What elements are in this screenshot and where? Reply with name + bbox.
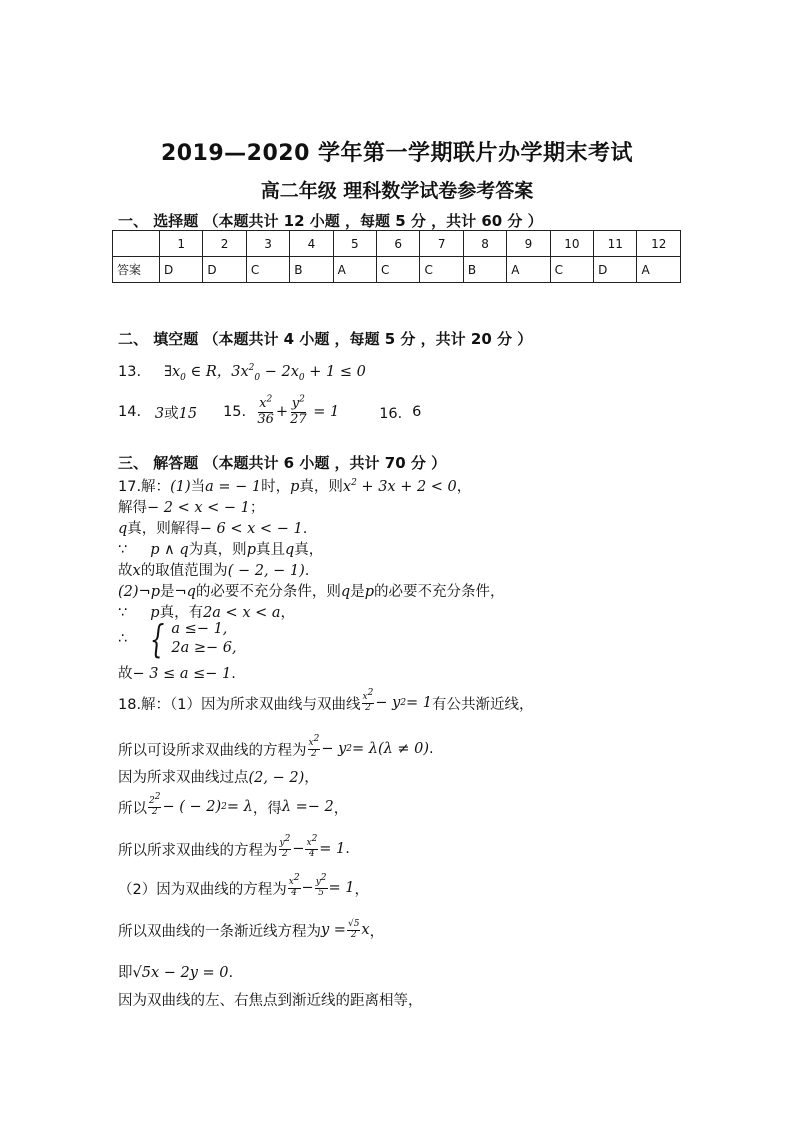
answer-cell: C xyxy=(377,257,420,283)
answers-14-16 xyxy=(118,392,421,432)
q13-number: 13. xyxy=(118,364,142,380)
section3-heading: 三、 解答题 （本题共计 6 小题 ，共计 70 分 ） xyxy=(118,454,447,472)
exam-subtitle: 高二年级 理科数学试卷参考答案 xyxy=(260,180,534,202)
q18-line-5: 所以所求双曲线的方程为 $\frac{y^2}{2}$ − $\frac{x^2}{4}$ = 1 . xyxy=(118,833,350,859)
q17-line-1: 17.解：(1)当a = − 1时，p真，则$x^2 + 3x + 2 < 0$， xyxy=(118,478,472,495)
question-number-cell: 5 xyxy=(333,231,376,257)
question-number-cell: 1 xyxy=(160,231,203,257)
q17-line-8: ∴ { a ≤− 1, 2a ≥− 6, xyxy=(118,617,237,661)
answer-cell: C xyxy=(550,257,593,283)
answer-cell: B xyxy=(290,257,333,283)
answer-cell: D xyxy=(203,257,246,283)
answer-row-label: 答案 xyxy=(113,257,160,283)
q14-number: 14. xyxy=(118,404,142,420)
q18-line-7: 所以双曲线的一条渐近线方程为 y = $\frac{√5}{2}$ x ， xyxy=(118,918,385,940)
question-number-cell: 6 xyxy=(377,231,420,257)
question-number-cell: 9 xyxy=(507,231,550,257)
q15-number: 15. xyxy=(223,404,247,420)
question-number-cell: 12 xyxy=(637,231,681,257)
q18-line-6: （2）因为双曲线的方程为 $\frac{x^2}{4}$ − $\frac{y^2}{5}$ = 1 ， xyxy=(118,872,370,898)
q17-line-7: ∵ p真，有2a < x < a， xyxy=(118,605,296,621)
q16-answer: 6 xyxy=(412,404,422,420)
q18-line-2: 所以可设所求双曲线的方程为 $\frac{x^2}{2}$ − y 2 = λ(λ ≠ 0) . xyxy=(118,733,434,759)
table-corner-cell xyxy=(113,231,160,257)
table-answer-row xyxy=(113,257,681,283)
q17-line-2: 解得− 2 < x < − 1； xyxy=(118,500,265,516)
question-number-cell: 8 xyxy=(463,231,506,257)
q17-line-9: 故− 3 ≤ a ≤− 1. xyxy=(118,666,236,682)
inequality-system: { a ≤− 1, 2a ≥− 6, xyxy=(150,617,237,661)
q17-line-3: q真，则解得− 6 < x < − 1. xyxy=(118,521,308,537)
q18-line-9: 因为双曲线的左、右焦点到渐近线的距离相等， xyxy=(118,993,423,1009)
q17-line-4: ∵ p ∧ q为真，则p真且q真， xyxy=(118,542,324,558)
q14-answer: 3或15 xyxy=(154,405,198,422)
question-number-cell: 2 xyxy=(203,231,246,257)
question-number-cell: 4 xyxy=(290,231,333,257)
q18-line-8: 即√5x − 2y = 0. xyxy=(118,965,234,981)
answer-cell: A xyxy=(333,257,376,283)
question-number-cell: 10 xyxy=(550,231,593,257)
q17-line-6: (2)¬p是¬q的必要不充分条件，则q是p的必要不充分条件， xyxy=(118,584,505,600)
section2-heading: 二、 填空题 （本题共计 4 小题 ，每题 5 分 ，共计 20 分 ） xyxy=(118,330,533,348)
q17-line-5: 故x的取值范围为( − 2, − 1). xyxy=(118,563,310,579)
answer-cell: D xyxy=(160,257,203,283)
exam-title: 2019—2020 学年第一学期联片办学期末考试 xyxy=(160,141,634,166)
question-number-cell: 3 xyxy=(246,231,289,257)
answer-table xyxy=(112,230,681,283)
q15-answer: $\frac{x^2}{36}$ + $\frac{y^2}{27}$ = 1 xyxy=(257,394,340,427)
answer-cell: C xyxy=(246,257,289,283)
answer-cell: D xyxy=(594,257,637,283)
answer-cell: A xyxy=(637,257,681,283)
q18-line-4: 所以 $\frac{2^2}{2}$ − ( − 2) 2 = λ ，得 λ =− 2 ， xyxy=(118,791,349,817)
answer-13: 13. $\exists x_0$ ∈ R，$3x^2_0 - 2x_0 + 1 \le 0$ xyxy=(118,363,366,383)
q16-number: 16． xyxy=(379,405,413,422)
question-number-cell: 7 xyxy=(420,231,463,257)
answer-cell: B xyxy=(463,257,506,283)
q18-line-3: 因为所求双曲线过点(2, − 2)， xyxy=(118,770,319,786)
q18-line-1: 18.解：（1）因为所求双曲线与双曲线 $\frac{x^2}{2}$ − y 2 = 1 有公共渐近线， xyxy=(118,687,534,713)
table-header-row xyxy=(113,231,681,257)
answer-cell: A xyxy=(507,257,550,283)
answer-cell: C xyxy=(420,257,463,283)
question-number-cell: 11 xyxy=(594,231,637,257)
section1-heading: 一、 选择题 （本题共计 12 小题 ，每题 5 分 ，共计 60 分 ） xyxy=(118,212,543,230)
